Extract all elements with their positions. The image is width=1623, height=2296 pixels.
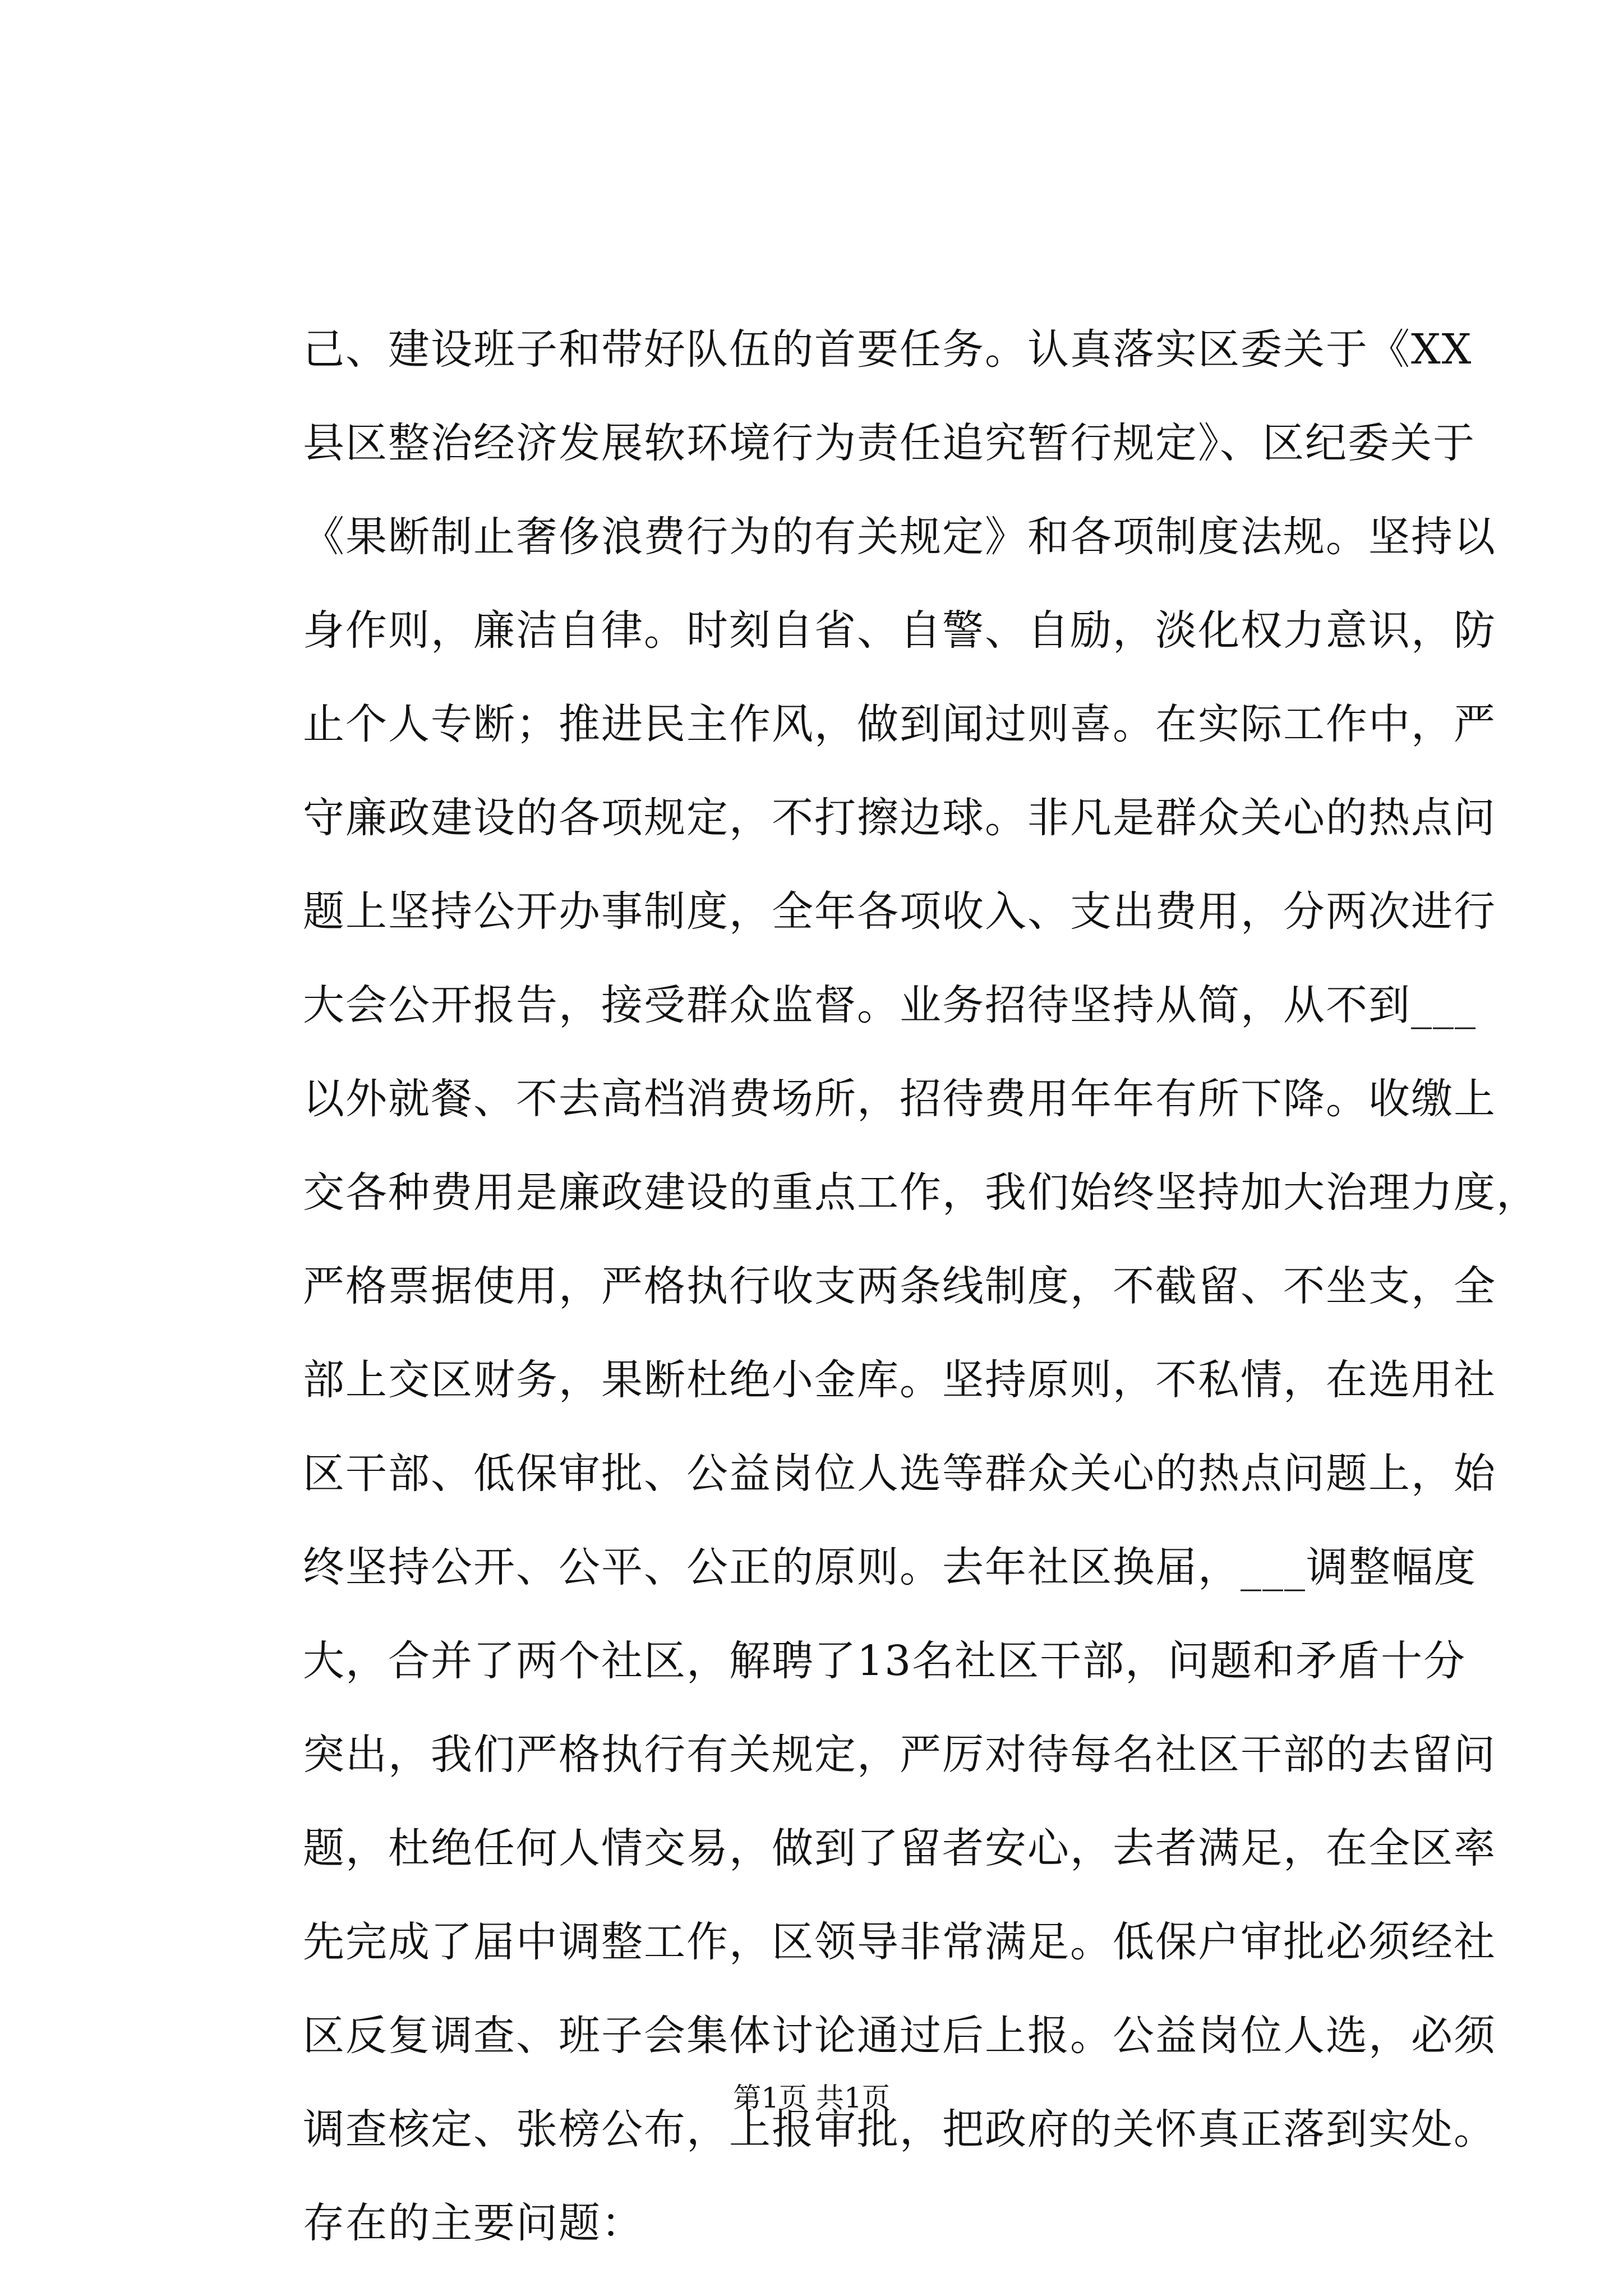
text-line: 守廉政建设的各项规定，不打擦边球。非凡是群众关心的热点问 xyxy=(303,794,1496,842)
text-line: 题上坚持公开办事制度，全年各项收入、支出费用，分两次进行 xyxy=(303,887,1496,936)
text-line: 区干部、低保审批、公益岗位人选等群众关心的热点问题上，始 xyxy=(303,1450,1496,1498)
text-line: 交各种费用是廉政建设的重点工作，我们始终坚持加大治理力度， xyxy=(303,1168,1539,1217)
text-line: 严格票据使用，严格执行收支两条线制度，不截留、不坐支，全 xyxy=(303,1262,1496,1310)
text-line: 区反复调查、班子会集体讨论通过后上报。公益岗位人选，必须 xyxy=(303,2012,1496,2060)
text-line: 大，合并了两个社区，解聘了13名社区干部，问题和矛盾十分 xyxy=(303,1637,1467,1685)
text-line: 终坚持公开、公平、公正的原则。去年社区换届，___调整幅度 xyxy=(303,1543,1477,1591)
text-line: 止个人专断；推进民主作风，做到闻过则喜。在实际工作中，严 xyxy=(303,700,1496,748)
text-line: 部上交区财务，果断杜绝小金库。坚持原则，不私情，在选用社 xyxy=(303,1356,1496,1404)
text-line: 题，杜绝任何人情交易，做到了留者安心，去者满足，在全区率 xyxy=(303,1824,1496,1872)
text-line: 县区整治经济发展软环境行为责任追究暂行规定》、区纪委关于 xyxy=(303,419,1476,467)
body-text xyxy=(303,303,1539,2270)
page-number-label: 第1页 共1页 xyxy=(733,2082,890,2114)
text-line: 突出，我们严格执行有关规定，严厉对待每名社区干部的去留问 xyxy=(303,1731,1496,1779)
text-line: 调查核定、张榜公布，上报审批，把政府的关怀真正落到实处。 xyxy=(303,2105,1496,2154)
text-line: 《果断制止奢侈浪费行为的有关规定》和各项制度法规。坚持以 xyxy=(303,513,1496,561)
text-line: 存在的主要问题： xyxy=(303,2199,644,2247)
text-line: 以外就餐、不去高档消费场所，招待费用年年有所下降。收缴上 xyxy=(303,1075,1496,1123)
page-footer xyxy=(0,2078,1623,2118)
text-line: 身作则，廉洁自律。时刻自省、自警、自励，淡化权力意识，防 xyxy=(303,606,1496,655)
text-line: 大会公开报告，接受群众监督。业务招待坚持从简，从不到___ xyxy=(303,981,1477,1029)
text-line: 己、建设班子和带好队伍的首要任务。认真落实区委关于《XX xyxy=(303,325,1473,374)
text-line: 先完成了届中调整工作，区领导非常满足。低保户审批必须经社 xyxy=(303,1918,1496,1966)
